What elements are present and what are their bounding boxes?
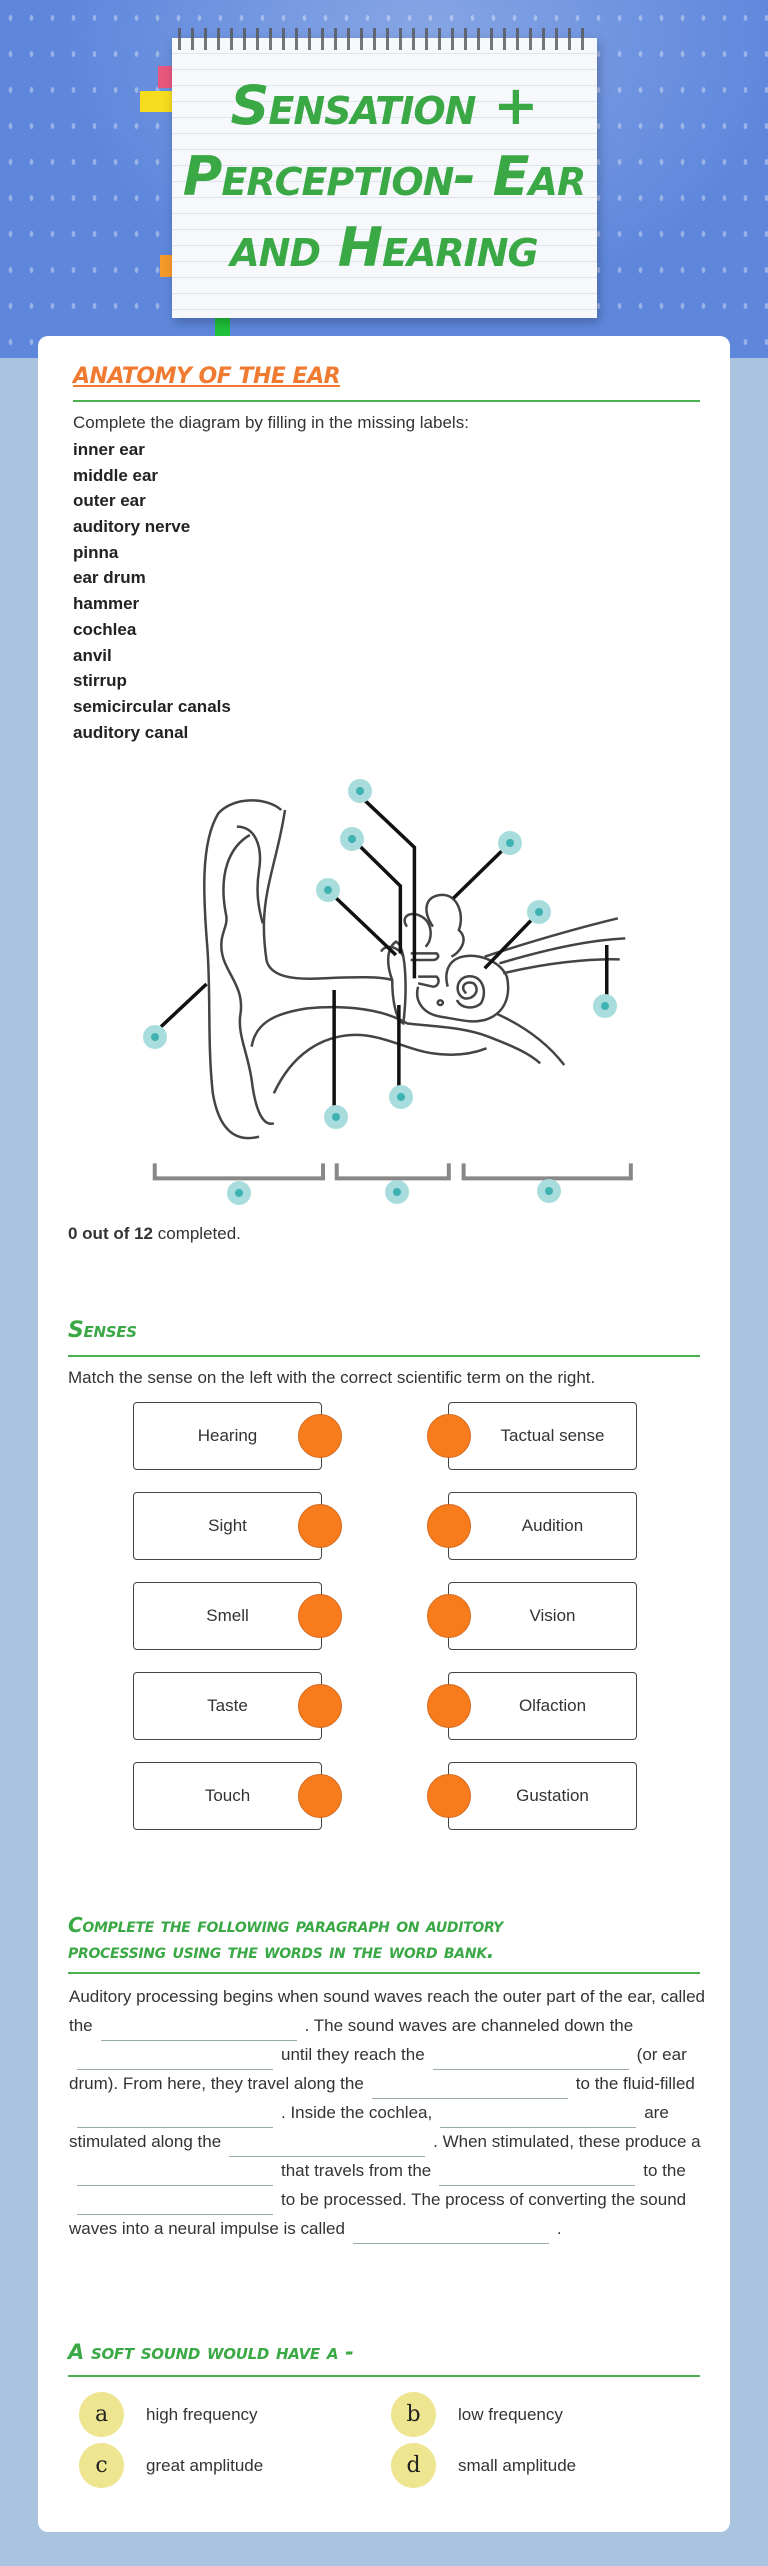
match-connector-right[interactable] (427, 1504, 471, 1548)
quiz-option-c[interactable] (79, 2443, 263, 2488)
match-right-item[interactable] (448, 1672, 637, 1740)
match-label: Vision (529, 1606, 576, 1625)
divider (68, 2375, 700, 2377)
blank-input[interactable] (77, 2166, 273, 2186)
option-letter-badge: b (391, 2392, 436, 2437)
heading-line: processing using the words in the word bank. (68, 1939, 495, 1963)
option-label: high frequency (146, 2404, 258, 2424)
match-connector-right[interactable] (427, 1414, 471, 1458)
ear-illustration (100, 760, 680, 1192)
match-label: Touch (204, 1786, 251, 1805)
word-bank-item: inner ear (73, 440, 145, 459)
paragraph-text: Auditory processing begins when sound waves reach the outer part of the ear, called the (69, 1987, 705, 2035)
match-connector-left[interactable] (298, 1594, 342, 1638)
blank-input[interactable] (101, 2021, 297, 2041)
match-label: Hearing (197, 1426, 258, 1445)
word-bank-item: hammer (73, 594, 140, 614)
option-letter-badge: a (79, 2392, 124, 2437)
progress-count: 0 out of 12 (68, 1224, 154, 1243)
paragraph-text: . The sound waves are channeled down the (304, 2015, 634, 2035)
match-connector-right[interactable] (427, 1774, 471, 1818)
option-label: great amplitude (146, 2455, 264, 2475)
option-label: low frequency (458, 2404, 563, 2424)
paragraph-text: . Inside the cochlea, (281, 2102, 433, 2122)
option-label: small amplitude (458, 2455, 577, 2475)
option-letter-badge: d (391, 2443, 436, 2488)
paragraph-heading (68, 1912, 503, 1964)
label-hotspot[interactable] (316, 878, 340, 902)
word-bank-item: middle ear (73, 465, 159, 485)
label-hotspot[interactable] (593, 994, 617, 1018)
word-bank-item: stirrup (73, 671, 127, 691)
match-right-item[interactable] (448, 1402, 637, 1470)
paragraph-text: to the fluid-filled (575, 2073, 695, 2093)
paragraph-text: until they reach the (281, 2044, 425, 2064)
word-bank-item: auditory nerve (73, 517, 191, 537)
quiz-option-b[interactable] (391, 2392, 563, 2437)
label-hotspot[interactable] (348, 779, 372, 803)
anatomy-heading: ANATOMY OF THE EAR (73, 364, 341, 389)
match-left-item[interactable] (133, 1582, 322, 1650)
label-hotspot[interactable] (498, 831, 522, 855)
label-hotspot[interactable] (389, 1085, 413, 1109)
match-right-item[interactable] (448, 1582, 637, 1650)
word-bank-item: outer ear (73, 491, 146, 511)
match-connector-right[interactable] (427, 1684, 471, 1728)
word-bank-item: ear drum (73, 568, 146, 588)
quiz-option-a[interactable] (79, 2392, 258, 2437)
paragraph-text: to the (643, 2160, 686, 2180)
match-right-item[interactable] (448, 1762, 637, 1830)
paragraph-text: (or ear drum). From here, they travel along the (69, 2044, 687, 2093)
page-title (100, 70, 668, 283)
option-letter-badge: c (79, 2443, 124, 2488)
label-hotspot[interactable] (527, 900, 551, 924)
paragraph-text: . (556, 2218, 562, 2238)
blank-input[interactable] (353, 2224, 549, 2244)
match-label: Audition (521, 1516, 584, 1535)
title-line: Sensation + (230, 74, 538, 137)
ear-diagram (100, 760, 680, 1192)
blank-input[interactable] (77, 2195, 273, 2215)
match-left-item[interactable] (133, 1762, 322, 1830)
blank-input[interactable] (433, 2050, 629, 2070)
match-label: Taste (207, 1696, 248, 1715)
divider (68, 1972, 700, 1974)
label-hotspot[interactable] (227, 1181, 251, 1205)
match-connector-left[interactable] (298, 1414, 342, 1458)
title-line: and Hearing (230, 216, 538, 279)
word-bank-item: anvil (73, 645, 112, 665)
match-left-item[interactable] (133, 1402, 322, 1470)
match-connector-right[interactable] (427, 1594, 471, 1638)
label-hotspot[interactable] (385, 1180, 409, 1204)
label-hotspot[interactable] (143, 1025, 167, 1049)
match-left-item[interactable] (133, 1672, 322, 1740)
label-hotspot[interactable] (537, 1179, 561, 1203)
blank-input[interactable] (77, 2050, 273, 2070)
paragraph-text: to be processed. The process of converting the sound waves into a neural impulse is called (69, 2189, 687, 2238)
blank-input[interactable] (440, 2108, 636, 2128)
match-label: Olfaction (518, 1696, 587, 1715)
match-label: Tactual sense (500, 1426, 605, 1445)
label-hotspot[interactable] (324, 1105, 348, 1129)
fill-in-paragraph (69, 1983, 709, 2244)
match-right-item[interactable] (448, 1492, 637, 1560)
progress-status (68, 1224, 241, 1244)
progress-suffix: completed. (153, 1224, 241, 1243)
senses-heading: Senses (68, 1318, 137, 1343)
word-bank-item: semicircular canals (73, 696, 231, 716)
divider (73, 400, 700, 402)
match-connector-left[interactable] (298, 1684, 342, 1728)
anatomy-instruction: Complete the diagram by filling in the missing labels: (73, 413, 469, 432)
notebook-tab-green (215, 318, 230, 336)
blank-input[interactable] (372, 2079, 568, 2099)
match-connector-left[interactable] (298, 1774, 342, 1818)
quiz-question: A soft sound would have a - (68, 2340, 354, 2364)
match-connector-left[interactable] (298, 1504, 342, 1548)
word-bank-item: cochlea (73, 619, 137, 639)
blank-input[interactable] (77, 2108, 273, 2128)
match-label: Sight (208, 1516, 247, 1535)
title-line: Perception- Ear (182, 145, 586, 208)
blank-input[interactable] (229, 2137, 425, 2157)
divider (68, 1355, 700, 1357)
label-hotspot[interactable] (340, 827, 364, 851)
paragraph-text: . When stimulated, these produce a (433, 2131, 701, 2151)
word-bank-item: pinna (73, 542, 119, 562)
paragraph-text: are stimulated along the (69, 2102, 669, 2151)
word-bank-item: auditory canal (73, 722, 189, 742)
paragraph-text: that travels from the (281, 2160, 432, 2180)
match-label: Smell (206, 1606, 249, 1625)
heading-line: Complete the following paragraph on auditory (68, 1913, 503, 1937)
match-left-item[interactable] (133, 1492, 322, 1560)
blank-input[interactable] (439, 2166, 635, 2186)
notebook-spiral (178, 28, 588, 50)
senses-instruction: Match the sense on the left with the correct scientific term on the right. (68, 1368, 596, 1387)
match-label: Gustation (516, 1786, 589, 1805)
word-bank (73, 439, 231, 747)
quiz-option-d[interactable] (391, 2443, 576, 2488)
